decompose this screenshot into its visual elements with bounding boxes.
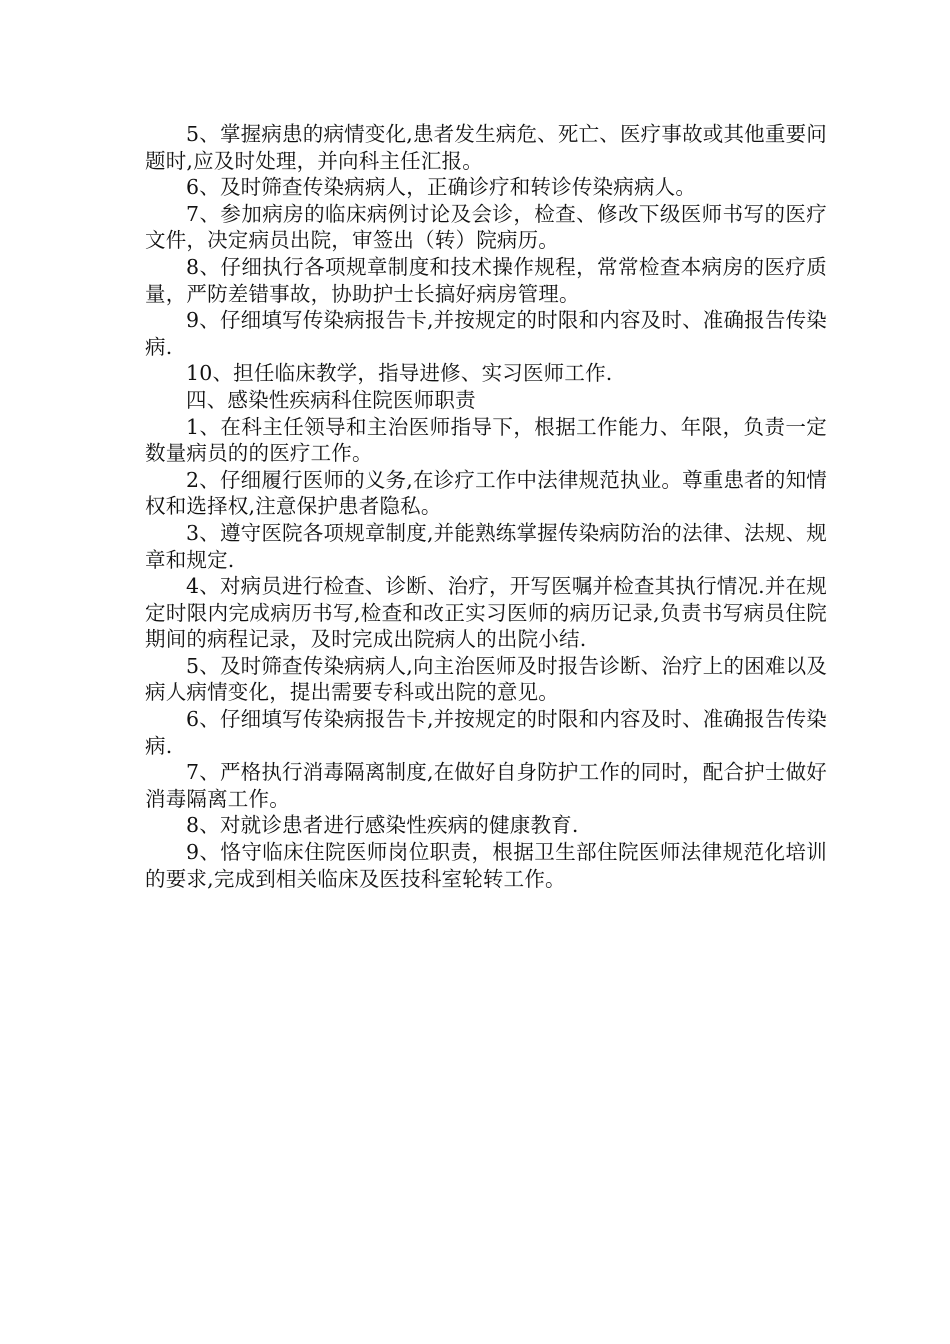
- paragraph-item-8-first: 8、仔细执行各项规章制度和技术操作规程，常常检查本病房的医疗质量，严防差错事故，协助护士长搞好病房管理。: [145, 254, 827, 306]
- paragraph-item-1: 1、在科主任领导和主治医师指导下，根据工作能力、年限，负责一定数量病员的的医疗工作。: [145, 414, 827, 466]
- paragraph-item-10: 10、担任临床教学，指导进修、实习医师工作.: [186, 361, 613, 386]
- paragraph-item-4: 4、对病员进行检查、诊断、治疗，开写医嘱并检查其执行情况.并在规定时限内完成病历书写,检查和改正实习医师的病历记录,负责书写病员住院期间的病程记录，及时完成出院病人的出院小结.: [145, 574, 827, 652]
- paragraph-item-8: 8、对就诊患者进行感染性疾病的健康教育.: [186, 813, 579, 838]
- paragraph-item-3: 3、遵守医院各项规章制度,并能熟练掌握传染病防治的法律、法规、规章和规定.: [145, 520, 827, 572]
- paragraph-item-7: 7、严格执行消毒隔离制度,在做好自身防护工作的同时，配合护士做好消毒隔离工作。: [145, 760, 827, 811]
- paragraph-item-9-first: 9、仔细填写传染病报告卡,并按规定的时限和内容及时、准确报告传染病.: [145, 308, 827, 359]
- paragraph-item-7-first: 7、参加病房的临床病例讨论及会诊，检查、修改下级医师书写的医疗文件，决定病员出院，审签出（转）院病历。: [145, 201, 827, 253]
- paragraph-item-9: 9、恪守临床住院医师岗位职责，根据卫生部住院医师法律规范化培训的要求,完成到相关临床及医技科室轮转工作。: [145, 840, 827, 891]
- paragraph-item-6: 6、仔细填写传染病报告卡,并按规定的时限和内容及时、准确报告传染病.: [145, 707, 827, 758]
- paragraph-item-5: 5、及时筛查传染病病人,向主治医师及时报告诊断、治疗上的困难以及病人病情变化，提出需要专科或出院的意见。: [145, 653, 827, 705]
- paragraph-item-5-first: 5、掌握病患的病情变化,患者发生病危、死亡、医疗事故或其他重要问题时,应及时处理，并向科主任汇报。: [145, 122, 827, 173]
- section-heading: 四、感染性疾病科住院医师职责: [186, 387, 476, 412]
- paragraph-item-2: 2、仔细履行医师的义务,在诊疗工作中法律规范执业。尊重患者的知情权和选择权,注意保护患者隐私。: [145, 467, 827, 519]
- document-body: [145, 121, 827, 892]
- paragraph-item-6-first: 6、及时筛查传染病病人，正确诊疗和转诊传染病病人。: [186, 175, 697, 200]
